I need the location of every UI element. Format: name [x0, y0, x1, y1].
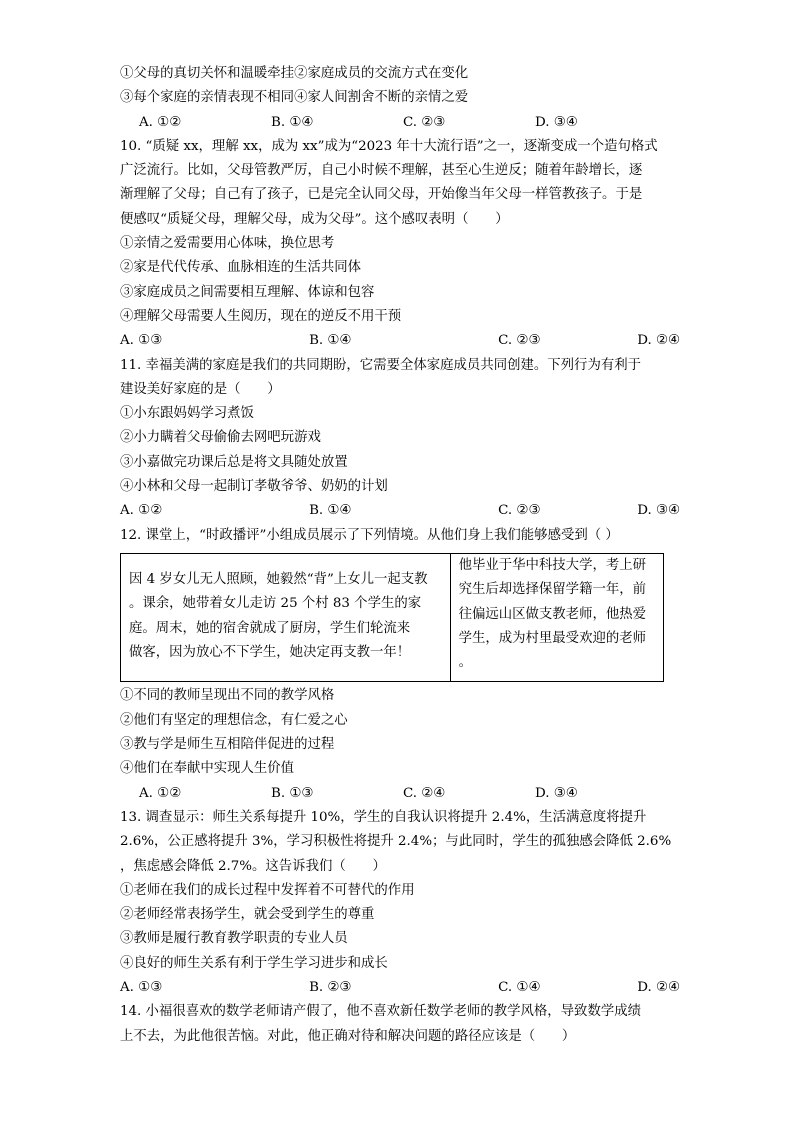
q12-case-right-line-3: 往偏远山区做支教老师，他热爱 [458, 606, 647, 622]
q12-case-table [120, 553, 664, 682]
q10-option-d: D. ②④ [637, 333, 681, 349]
q12-item-1: ①不同的教师呈现出不同的教学风格 [120, 688, 335, 704]
q10-stem-line-2: 广泛流行。比如，父母管教严厉，自己小时候不理解，甚至心生逆反；随着年龄增长，逐 [120, 163, 643, 179]
q14-stem-line-2: 上不去，为此他很苦恼。对此，他正确对待和解决问题的路径应该是（ ） [120, 1028, 576, 1044]
q9-options [120, 111, 680, 135]
q11-item-3: ③小嘉做完功课后总是将文具随处放置 [120, 454, 348, 470]
q10-item-4: ④理解父母需要人生阅历，现在的逆反不用干预 [120, 308, 402, 324]
q11-option-a: A. ①② [120, 503, 163, 519]
q10-option-a: A. ①③ [120, 333, 163, 349]
q12-case-right-line-2: 究生后却选择保留学籍一年，前 [458, 582, 647, 598]
q13-option-c: C. ①④ [498, 979, 541, 995]
q9-item-2: ③每个家庭的亲情表现不相同④家人间割舍不断的亲情之爱 [120, 90, 469, 106]
q13-stem-line-1: 13. 调查显示：师生关系每提升 10%，学生的自我认识将提升 2.4%，生活满意度将提升 [120, 809, 647, 825]
q11-stem-line-1: 11. 幸福美满的家庭是我们的共同期盼，它需要全体家庭成员共同创建。下列行为有利于 [120, 357, 642, 373]
q10-item-2: ②家是代代传承、血脉相连的生活共同体 [120, 260, 362, 276]
q12-case-right-line-4: 学生，成为村里最受欢迎的老师 [458, 630, 647, 646]
q12-item-4: ④他们在奉献中实现人生价值 [120, 761, 295, 777]
q12-case-left-line-1: 因 4 岁女儿无人照顾，她毅然“背”上女儿一起支教 [129, 571, 428, 587]
q9-option-b: B. ①④ [271, 114, 314, 130]
q12-option-b: B. ①③ [271, 785, 314, 801]
q13-stem-line-3: ，焦虑感会降低 2.7%。这告诉我们（ ） [120, 858, 386, 874]
q11-option-c: C. ②③ [498, 503, 541, 519]
q12-case-right-line-1: 他毕业于华中科技大学，考上研 [458, 557, 647, 573]
q10-stem-line-3: 渐理解了父母；自己有了孩子，已是完全认同父母，开始像当年父母一样管教孩子。于是 [120, 187, 643, 203]
q9-option-a: A. ①② [139, 114, 182, 130]
q14-stem-line-1: 14. 小福很喜欢的数学老师请产假了，他不喜欢新任数学老师的教学风格，导致数学成绩 [120, 1004, 642, 1020]
q13-item-2: ②老师经常表扬学生，就会受到学生的尊重 [120, 907, 375, 923]
q12-item-2: ②他们有坚定的理想信念，有仁爱之心 [120, 712, 348, 728]
q13-option-b: B. ②③ [309, 979, 352, 995]
q12-case-right [450, 553, 663, 681]
q11-item-1: ①小东跟妈妈学习煮饭 [120, 406, 254, 422]
q10-option-c: C. ②③ [498, 333, 541, 349]
q12-case-left-line-4: 做客，因为放心不下学生，她决定再支教一年！ [129, 644, 411, 660]
q13-stem-line-2: 2.6%，公正感将提升 3%，学习积极性将提升 2.4%；与此同时，学生的孤独感会降低 2.6% [120, 834, 672, 850]
q12-options [120, 782, 680, 806]
q13-options [120, 976, 680, 1000]
q11-option-b: B. ①④ [309, 503, 352, 519]
q12-option-d: D. ③④ [535, 785, 578, 801]
q11-stem-line-2: 建设美好家庭的是（ ） [120, 381, 281, 397]
q11-item-4: ④小林和父母一起制订孝敬爷爷、奶奶的计划 [120, 479, 388, 495]
q9-option-c: C. ②③ [403, 114, 446, 130]
q12-case-left [121, 553, 451, 681]
q13-option-a: A. ①③ [120, 979, 163, 995]
q9-item-1: ①父母的真切关怀和温暖牵挂②家庭成员的交流方式在变化 [120, 66, 469, 81]
q10-item-1: ①亲情之爱需要用心体味，换位思考 [120, 236, 335, 252]
exam-page [120, 62, 680, 1049]
q13-item-3: ③教师是履行教育教学职责的专业人员 [120, 931, 348, 947]
q10-item-3: ③家庭成员之间需要相互理解、体谅和包容 [120, 284, 375, 300]
q11-option-d: D. ③④ [637, 503, 681, 519]
q9-option-d: D. ③④ [535, 114, 578, 130]
q13-option-d: D. ②④ [637, 979, 681, 995]
q11-item-2: ②小力瞒着父母偷偷去网吧玩游戏 [120, 430, 321, 446]
q12-case-left-line-3: 庭。周末，她的宿舍就成了厨房，学生们轮流来 [129, 620, 411, 636]
q13-item-4: ④良好的师生关系有利于学生学习进步和成长 [120, 955, 388, 971]
q10-option-b: B. ①④ [309, 333, 352, 349]
q11-options [120, 499, 680, 523]
q12-option-a: A. ①② [139, 785, 182, 801]
q12-stem: 12. 课堂上，“时政播评”小组成员展示了下列情境。从他们身上我们能够感受到（ ） [120, 527, 619, 543]
q12-option-c: C. ②④ [403, 785, 446, 801]
q13-item-1: ①老师在我们的成长过程中发挥着不可替代的作用 [120, 882, 415, 898]
q12-case-right-line-5: 。 [458, 655, 472, 671]
q10-stem-line-4: 便感叹“质疑父母，理解父母，成为父母”。这个感叹表明（ ） [120, 211, 509, 227]
q12-case-left-line-2: 。课余，她带着女儿走访 25 个村 83 个学生的家 [129, 596, 422, 612]
q10-stem-line-1: 10. “质疑 xx，理解 xx，成为 xx”成为“2023 年十大流行语”之一，逐渐变成一个造句格式 [120, 138, 658, 154]
q12-item-3: ③教与学是师生互相陪伴促进的过程 [120, 737, 335, 753]
q10-options [120, 329, 680, 353]
